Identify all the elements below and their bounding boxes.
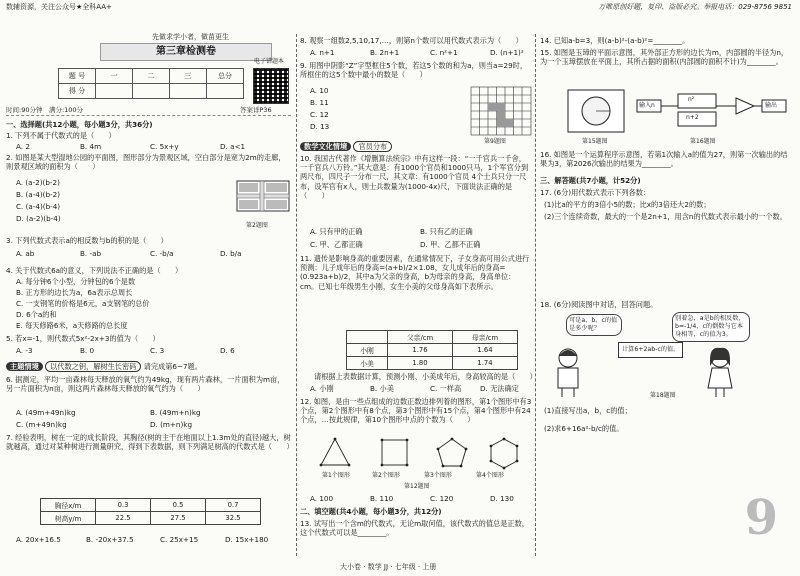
table-cell: 0.5: [151, 499, 206, 512]
table-cell: 0.7: [206, 499, 261, 512]
q5-opt-a: A. -3: [16, 346, 33, 355]
q17: 17. (6分)用代数式表示下列各数：: [540, 188, 651, 197]
score-table: [58, 68, 244, 99]
q16: 16. 如图是一个运算程序示意图，若第1次输入a的值为27，则第一次输出的结果为3，第2026次输出的结果为________。: [540, 150, 788, 169]
q7-opt-a: A. 20x+16.5: [16, 535, 61, 544]
q16-box1: n²: [688, 96, 695, 103]
q5-opt-c: C. 3: [150, 346, 165, 355]
q10-tag: 数学文化情境: [300, 142, 351, 151]
table-cell: [347, 331, 388, 344]
q4-opt-e: E. 每天修路6米，a天修路的总长度: [16, 321, 128, 330]
q9-opt-c: C. 12: [310, 110, 329, 119]
q11-tail: 请根据上表数据计算，预测小刚、小美成年后，身高较高的是（ ）: [314, 372, 537, 381]
q3-opt-c: C. -b/a: [150, 249, 174, 258]
q18-speech-bubble-2: 别着急，a是b的相反数，b=-1/4，c的倒数与它本身相等，c的值为3。: [672, 312, 750, 342]
q6-opt-a: A. (49m+49n)kg: [16, 408, 76, 417]
section2-heading: 二、填空题(共4小题，每小题3分，共12分): [300, 507, 442, 516]
q2-opt-c: C. (a-4)(b-4): [16, 202, 61, 211]
q9-opt-b: B. 11: [310, 98, 329, 107]
column-divider: [535, 34, 536, 556]
teacher-girl-icon: [700, 346, 740, 398]
table-cell: 1.76: [388, 344, 453, 357]
column-divider: [296, 34, 297, 556]
q9-fig-label: 第9题图: [484, 138, 506, 145]
q11-table: [346, 330, 518, 370]
q11-opt-d: D. 无法确定: [480, 384, 519, 393]
q12-label-3: 第3个图形: [424, 472, 452, 479]
table-cell: 父亲/cm: [388, 331, 453, 344]
q11-opt-a: A. 小刚: [310, 384, 334, 393]
q6: 6. 据测定，平均一亩森林每天释放的氧气约为49kg，现有两片森林，一片面积为m亩，另一片面积为n亩，则这两片森林每天释放的氧气约为（ ）: [6, 375, 285, 394]
score-cell: 二: [133, 69, 170, 84]
q17-part2: (2)三个连续奇数，最大的一个是2n+1，用含n的代数式表示最小的一个数。: [544, 212, 787, 221]
q5-opt-b: B. 0: [80, 346, 95, 355]
q3-opt-b: B. -ab: [80, 249, 102, 258]
top-left-banner: 数辅资源，关注公众号★全科AA+: [6, 3, 112, 11]
q8: 8. 观察一组数2,5,10,17,…，则第n个数可以用代数式表示为（ ）: [300, 36, 523, 45]
q17-part1: (1)比a的平方的3倍小5的数；比x的3倍还大2的数；: [544, 200, 711, 209]
q18-part1: (1)直接写出a，b，c的值；: [544, 406, 632, 415]
slogan: 先做求学小者，做苗更生: [152, 33, 229, 41]
score-cell: [207, 84, 244, 99]
table-cell: 胸径x/m: [41, 499, 96, 512]
q12-opt-b: B. 110: [370, 494, 394, 503]
q7-table: [40, 498, 261, 525]
q14: 14. 已知a-b=3，则(a-b)²-(a-b)²=________。: [540, 36, 690, 45]
q15-jade-figure: [566, 88, 626, 134]
q18-blackboard: 计算6+2ab-c的值。: [618, 342, 683, 358]
q4-opt-b: B. 正方形的边长为a，6a表示总周长: [16, 288, 133, 297]
q15-fig-label: 第15题图: [582, 138, 608, 145]
table-cell: 小美: [347, 357, 388, 370]
q4: 4. 关于代数式6a的意义，下列说法不正确的是（ ）: [6, 266, 183, 275]
q9-opt-d: D. 13: [310, 122, 330, 131]
theme-title: 以代数之钥，解树生长密码: [45, 361, 141, 372]
q8-opt-d: D. (n+1)²: [490, 48, 524, 57]
q13: 13. 试写出一个含m的代数式，无论m取何值，该代数式的值总是正数，这个代数式可以是________。: [300, 519, 529, 538]
q10-tag2: 官员分布: [353, 141, 392, 152]
q10: 10. 我国古代著作《增删算法统宗》中有这样一段：“一千官兵一千舍，一千官兵八万铃。”其大意是：有1000个官员和1000只马，1个军官分到两尺布，四尺子一分布一尺，其文章：有1000个官员 4个士兵只分一尺布，设军官有x人，则士兵数量为(1000-4x)尺，下面说法正确的是（ ）: [300, 154, 529, 200]
q3: 3. 下列代数式表示a的相反数与b的积的是（ ）: [6, 236, 168, 245]
answer-page: 答案详P36: [240, 106, 272, 114]
q16-fig-label: 第16题图: [690, 138, 716, 145]
q10-opt-b: B. 只有乙的正确: [420, 227, 473, 236]
table-cell: 0.3: [96, 499, 151, 512]
q15: 15. 如图是玉璋的平面示意图，其外部正方形的边长为m，内部圆的半径为n，为一个玉璋摆放在平面上，其所占据的面积(内部圆的面积不计)为________。: [540, 48, 789, 67]
q10-opt-d: D. 甲、乙都不正确: [420, 240, 481, 249]
q8-opt-c: C. n²+1: [430, 48, 458, 57]
score-cell: 三: [170, 69, 207, 84]
q10-opt-c: C. 甲、乙都正确: [310, 240, 363, 249]
q12-opt-d: D. 130: [490, 494, 514, 503]
q16-flowchart: [636, 92, 788, 130]
table-cell: 22.5: [96, 512, 151, 525]
q8-opt-b: B. 2n+1: [370, 48, 400, 57]
q12-figures: [318, 436, 528, 470]
time-score-line: 时间:90分钟 满分:100分: [6, 106, 84, 114]
table-cell: 小刚: [347, 344, 388, 357]
section3-heading: 三、解答题(共7小题，计52分): [540, 176, 641, 185]
q2-opt-a: A. (a-2)(b-2): [16, 178, 60, 187]
q16-box2: n+2: [686, 114, 699, 121]
q6-opt-c: C. (m+49n)kg: [16, 420, 67, 429]
table-cell: 母亲/cm: [453, 331, 518, 344]
q1-opt-c: C. 5x+y: [150, 142, 179, 151]
score-cell: 一: [96, 69, 133, 84]
q5-opt-d: D. 6: [220, 346, 235, 355]
q18: 18. (6分)阅读图中对话，回答问题。: [540, 300, 658, 309]
q12-fig-label: 第12题图: [404, 483, 430, 490]
q3-opt-a: A. ab: [16, 249, 35, 258]
q11: 11. 遗传是影响身高的重要因素，在通常情况下，子女身高可用公式进行预测：儿子成年后的身高=(a+b)/2×1.08，女儿成年后的身高=(0.923a+b)/2，其中a为父亲的身高，b为母亲的身高，身高单位：cm。已知七年级男生小刚，女生小美的父母身高如下表所示。: [300, 254, 530, 291]
table-cell: 27.5: [151, 512, 206, 525]
qr-code-icon[interactable]: [253, 68, 289, 104]
score-cell: 总分: [207, 69, 244, 84]
q5: 5. 若x=-1，则代数式5x²-2x+3的值为（ ）: [6, 334, 160, 343]
q8-opt-a: A. n+1: [310, 48, 335, 57]
theme-tag: 主题情境: [6, 362, 43, 371]
q2-fig-label: 第2题图: [246, 222, 268, 229]
q6-opt-b: B. (49m+n)kg: [150, 408, 201, 417]
score-cell: [96, 84, 133, 99]
table-cell: 1.74: [453, 357, 518, 370]
q9: 9. 用图中阴影“Z”字型框住5个数，若这5个数的和为a，则当a=29时，所框住的这5个数中最小的数是（ ）: [300, 61, 528, 80]
q4-opt-c: C. 一支钢笔的价格是6元，a支钢笔的总价: [16, 299, 150, 308]
q7-opt-d: D. 15x+180: [225, 535, 269, 544]
q1-opt-a: A. 2: [16, 142, 30, 151]
top-right-banner: 万唯原创好题，复印、盗版必究。举报电话：029-8756 9851: [598, 3, 792, 11]
score-cell: 得 分: [59, 84, 96, 99]
qr-label: 电子错题本: [254, 58, 285, 65]
q1: 1. 下列不属于代数式的是（ ）: [6, 131, 116, 140]
section1-heading: 一、选择题(共12小题，每小题3分，共36分): [6, 120, 153, 129]
q18-part2: (2)求6+16a²-b/c的值。: [544, 424, 624, 433]
table-cell: 1.80: [388, 357, 453, 370]
q12-opt-c: C. 120: [430, 494, 454, 503]
table-cell: 32.5: [206, 512, 261, 525]
q2-opt-d: D. (a-2)(b-4): [16, 214, 61, 223]
separator: [6, 115, 291, 116]
q2: 2. 如图是某大型湿地公园的平面图，图形部分为景观区域，空白部分是宽为2m的走廊，则景观区域的面积为（ ）: [6, 153, 286, 172]
q4-opt-d: D. 6个a的和: [16, 310, 57, 319]
q16-input-label: 输入n: [639, 102, 655, 109]
q10-opt-a: A. 只有甲的正确: [310, 227, 363, 236]
q4-opt-a: A. 每分钟6个小型，分钟包的6个是数: [16, 277, 136, 286]
q1-opt-d: D. a<1: [220, 142, 246, 151]
q1-opt-b: B. 4m: [80, 142, 102, 151]
footer: 大小卷 · 数学 JJ · 七年级 · 上册: [340, 563, 437, 571]
page-number: 9: [744, 490, 778, 546]
score-cell: 题 号: [59, 69, 96, 84]
q12-label-4: 第4个图形: [476, 472, 504, 479]
q7-opt-b: B. -20x+37.5: [86, 535, 134, 544]
table-cell: 树高y/m: [41, 512, 96, 525]
score-cell: [133, 84, 170, 99]
q12-label-2: 第2个图形: [372, 472, 400, 479]
q7: 7. 经验表明，树在一定的成长阶段，其胸径(树的主干在地面以上1.3m处的直径)越大，树就越高，通过对某种树进行测量研究，得到下表数据，则下列满足树高的代数式是（ ）: [6, 433, 294, 452]
page-title: 第三章检测卷: [100, 43, 272, 61]
q12-opt-a: A. 100: [310, 494, 334, 503]
q2-figure: [236, 180, 290, 220]
q18-speech-bubble-1: 可是a、b、c的值是多少呢？: [566, 314, 622, 336]
q11-opt-c: C. 一样高: [430, 384, 462, 393]
q12-label-1: 第1个图形: [322, 472, 350, 479]
theme-note: 请完成第6~7题。: [143, 362, 202, 371]
q7-opt-c: C. 25x+15: [160, 535, 199, 544]
q6-opt-d: D. (m+n)kg: [150, 420, 193, 429]
q9-opt-a: A. 10: [310, 86, 329, 95]
q18-fig-label: 第18题图: [650, 392, 676, 399]
q3-opt-d: D. b/a: [220, 249, 242, 258]
table-cell: 1.64: [453, 344, 518, 357]
score-cell: [170, 84, 207, 99]
q11-opt-b: B. 小美: [370, 384, 394, 393]
q16-output-label: 输出: [765, 102, 778, 109]
student-boy-icon: [548, 346, 588, 398]
q12: 12. 如图，是由一些点组成的边数正数边排列着的图形，第1个图形中有3个点，第2个图形中有8个点，第3个图形中有15个点，第4个图形中有24个点，…按此规律，第10个图形中点的个数为（ ）: [300, 397, 532, 425]
q9-calendar-grid: [470, 86, 532, 136]
q2-opt-b: B. (a-4)(b-2): [16, 190, 61, 199]
